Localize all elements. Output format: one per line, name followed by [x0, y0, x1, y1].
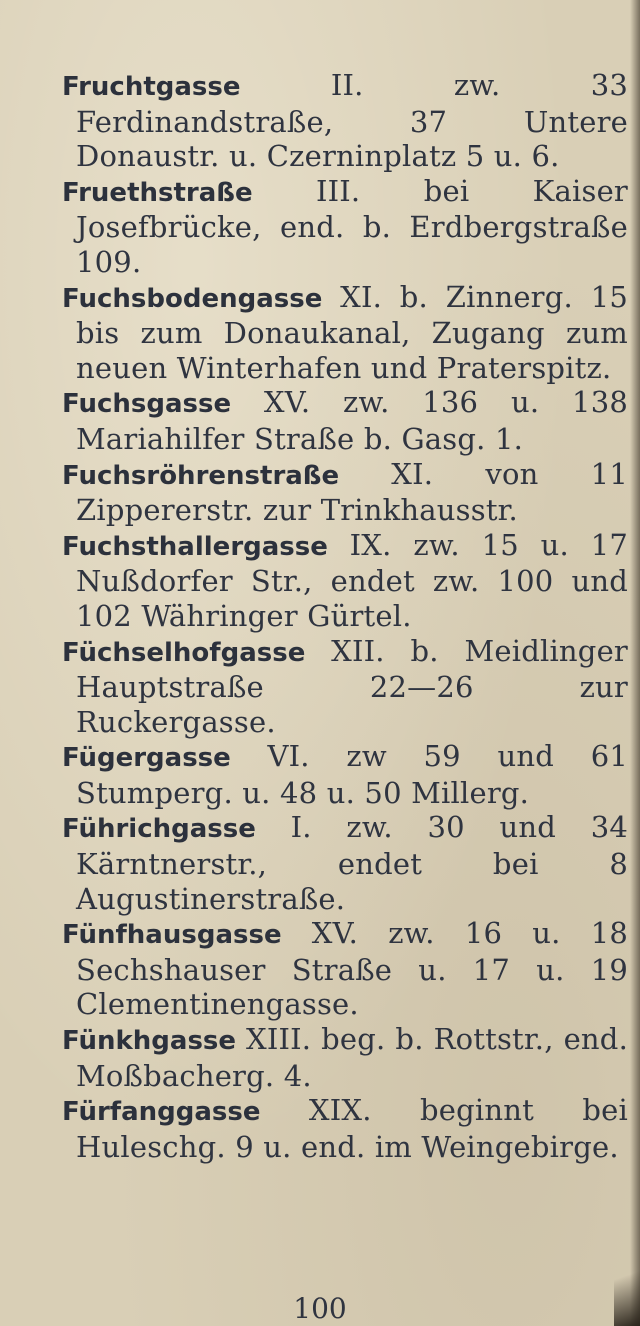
entry-street-name: Fuchsbodengasse	[62, 283, 323, 314]
entry-description: IX. zw. 15 u. 17 Nußdorfer Str., endet zw. 100 und 102 Währinger Gürtel.	[76, 527, 628, 633]
directory-entry	[62, 1022, 628, 1093]
entry-description: XIX. beginnt bei Huleschg. 9 u. end. im Weingebirge.	[76, 1093, 628, 1164]
entry-description: III. bei Kaiser Josefbrücke, end. b. Erdbergstraße 109.	[76, 173, 628, 279]
entry-street-name: Fügergasse	[62, 743, 231, 774]
entry-description: II. zw. 33 Ferdinandstraße, 37 Untere Donaustr. u. Czerninplatz 5 u. 6.	[76, 68, 628, 174]
directory-entry	[62, 1093, 628, 1164]
entry-street-name: Fuchsröhrenstraße	[62, 460, 340, 491]
entry-street-name: Fünfhausgasse	[62, 920, 282, 951]
directory-entry	[62, 916, 628, 1022]
entry-street-name: Fünkhgasse	[62, 1026, 237, 1057]
entry-street-name: Führichgasse	[62, 814, 256, 845]
page-edge-shadow	[630, 0, 640, 1326]
street-directory-column	[62, 68, 628, 1164]
entry-description: XV. zw. 16 u. 18 Sechshauser Straße u. 17 u. 19 Clementinengasse.	[76, 916, 628, 1022]
directory-entry	[62, 634, 628, 740]
directory-entry	[62, 739, 628, 810]
entry-street-name: Fruethstraße	[62, 177, 253, 208]
entry-description: XI. von 11 Zippererstr. zur Trinkhausstr.	[76, 456, 628, 528]
directory-entry	[62, 457, 628, 528]
directory-entry	[62, 810, 628, 916]
directory-entry	[62, 280, 628, 386]
entry-description: XI. b. Zinnerg. 15 bis zum Donaukanal, Zugang zum neuen Winterhafen und Praterspitz.	[76, 279, 628, 385]
directory-entry	[62, 385, 628, 456]
entry-description: XII. b. Meidlinger Hauptstraße 22—26 zur Ruckergasse.	[76, 633, 628, 739]
directory-entry	[62, 174, 628, 280]
entry-street-name: Fruchtgasse	[62, 72, 241, 102]
entry-description: I. zw. 30 und 34 Kärntnerstr., endet bei 8 Augustinerstraße.	[76, 810, 628, 916]
entry-description: XIII. beg. b. Rottstr., end. Moßbacherg. 4.	[76, 1022, 628, 1093]
entry-street-name: Fürfanggasse	[62, 1097, 261, 1128]
entry-street-name: Füchselhofgasse	[62, 637, 306, 668]
entry-description: XV. zw. 136 u. 138 Mariahilfer Straße b. Gasg. 1.	[76, 385, 628, 456]
page-number: 100	[293, 1292, 347, 1325]
directory-entry	[62, 68, 628, 174]
page-corner-shadow	[614, 1256, 640, 1326]
directory-entry	[62, 528, 628, 634]
entry-description: VI. zw 59 und 61 Stumperg. u. 48 u. 50 Millerg.	[76, 739, 628, 810]
entry-street-name: Fuchsgasse	[62, 389, 232, 420]
entry-street-name: Fuchsthallergasse	[62, 531, 328, 562]
